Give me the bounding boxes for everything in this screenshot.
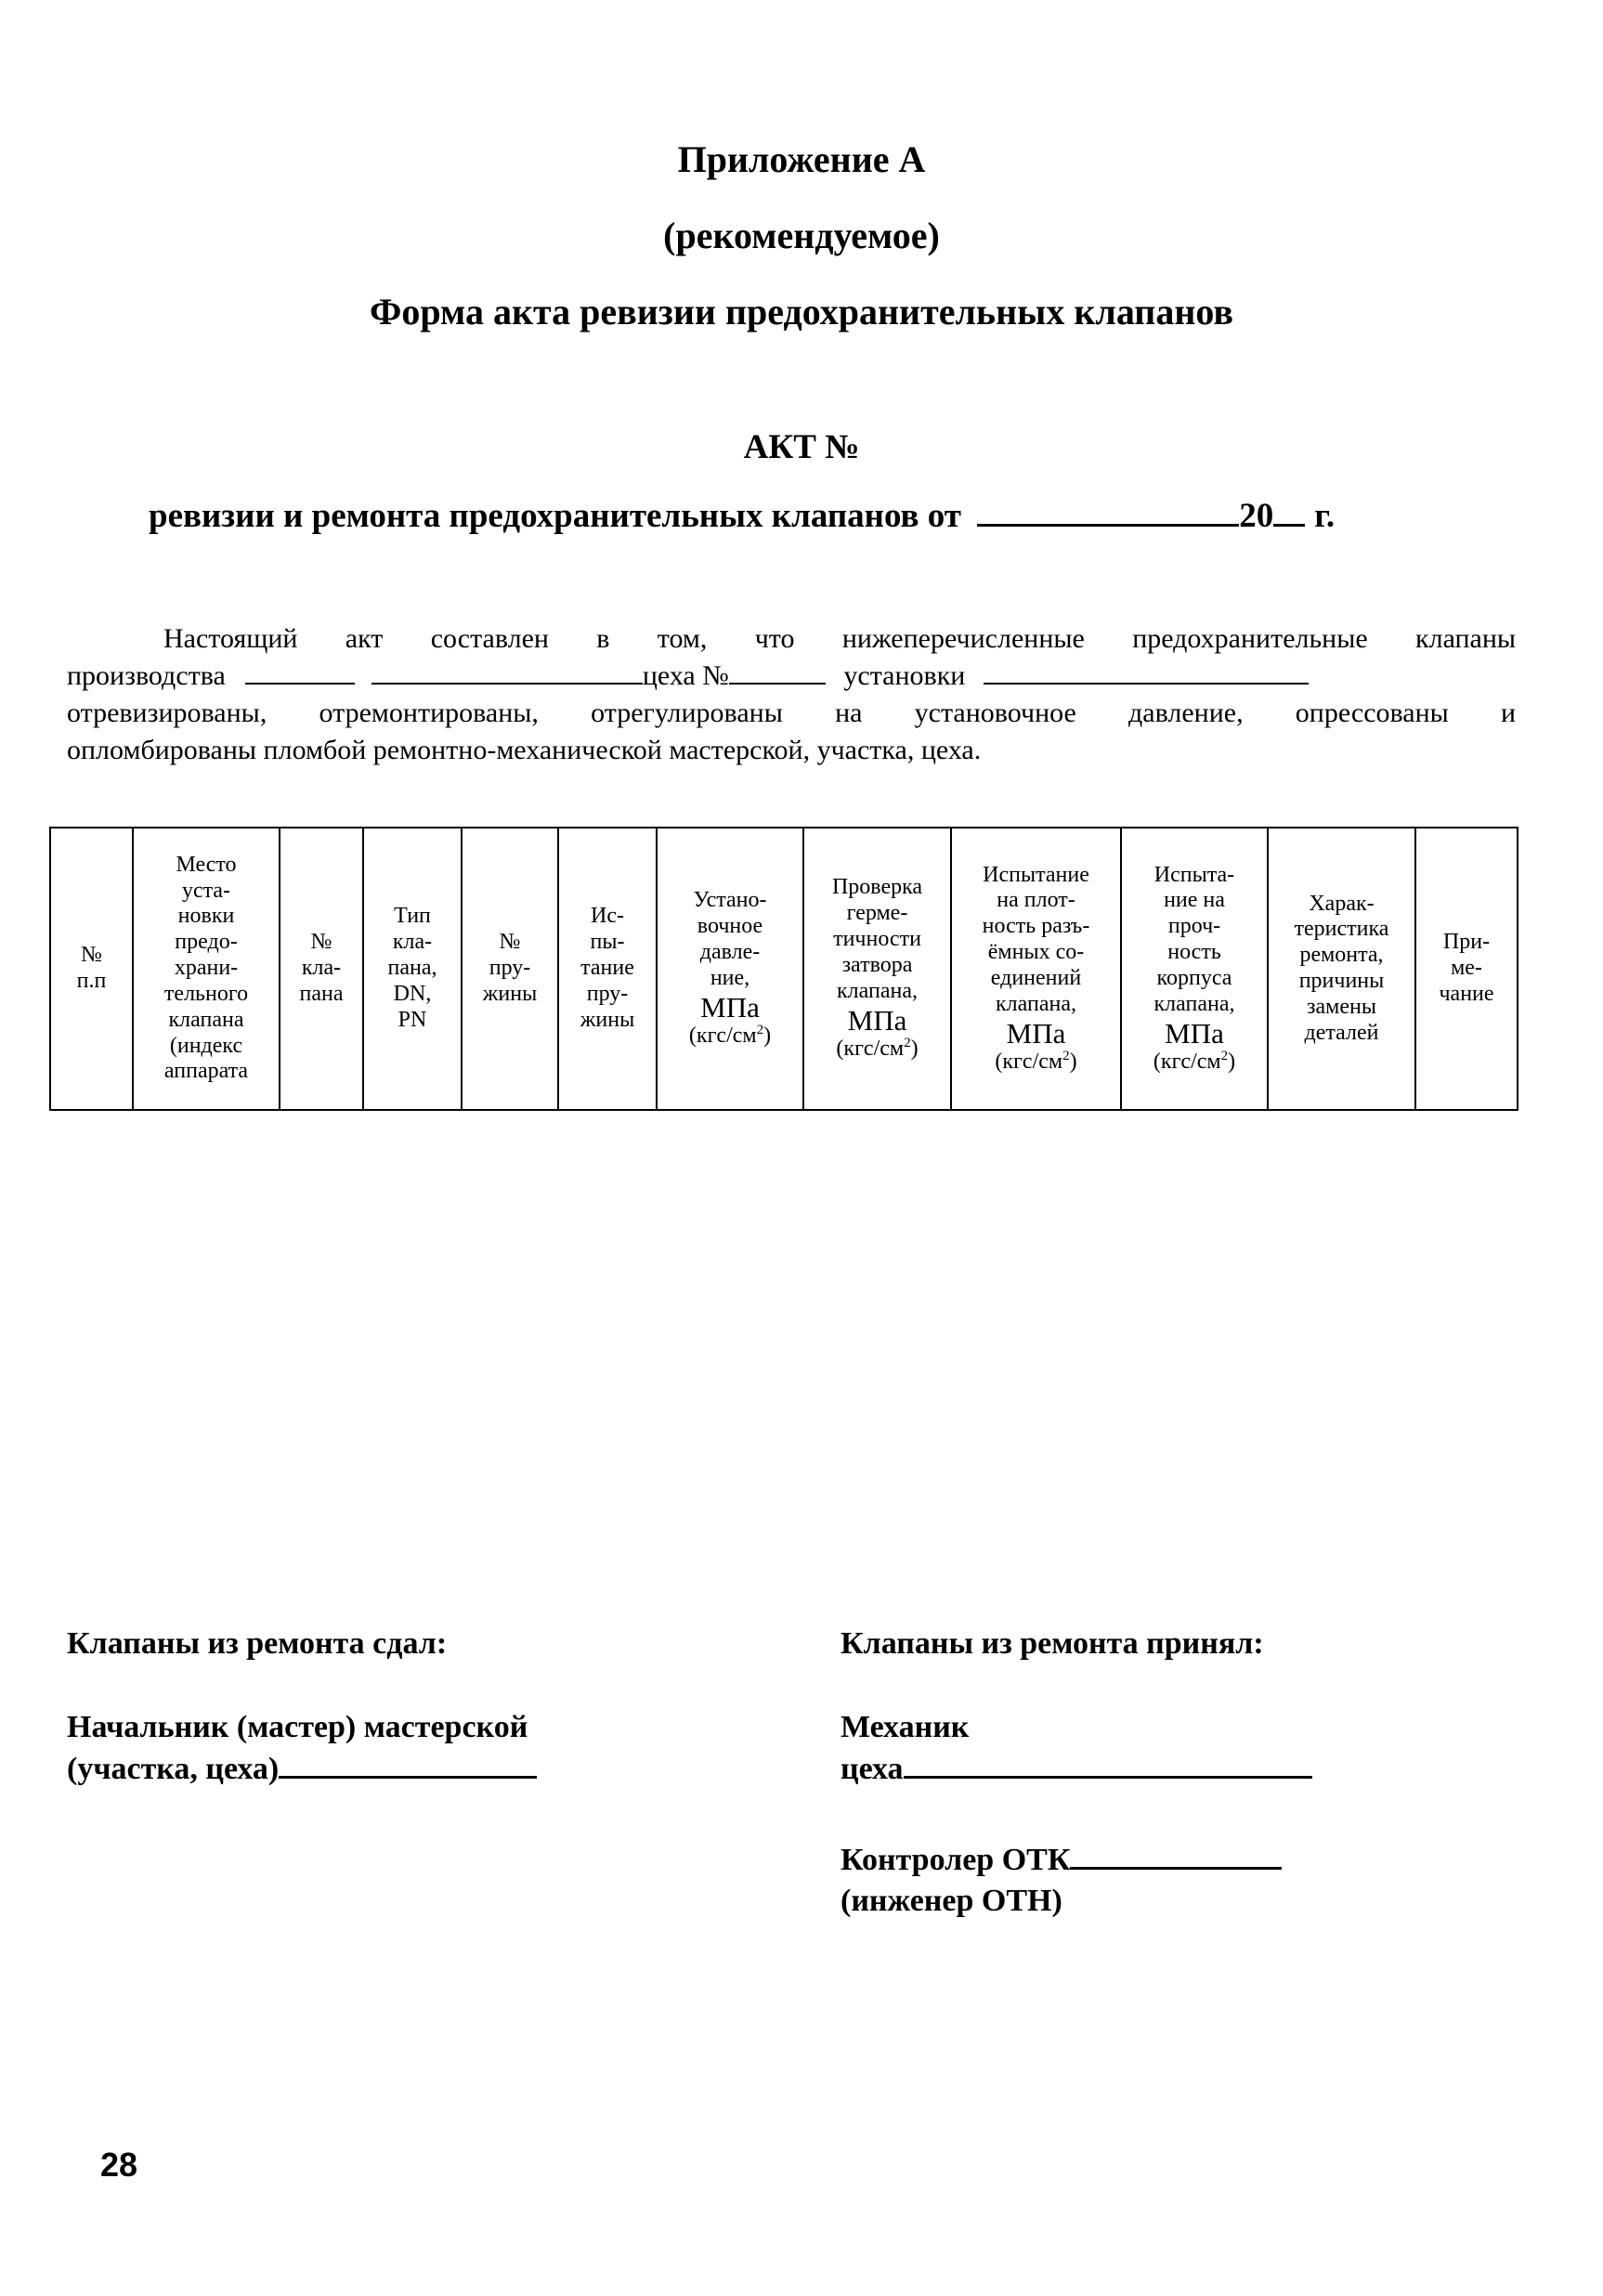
header-line: корпуса <box>1156 965 1232 990</box>
header-line: ние, <box>710 965 750 990</box>
header-unit-close: ) <box>763 1023 772 1048</box>
chief-title: Начальник (мастер) мастерской <box>67 1710 528 1744</box>
line3-word: опрессованы <box>1295 698 1449 728</box>
header-line: давле- <box>699 940 761 965</box>
header-line: клапана, <box>1153 991 1235 1016</box>
header-line: пы- <box>590 930 625 955</box>
line1-word: нижеперечисленные <box>841 623 1085 654</box>
controller-signature-block <box>841 1839 1282 1922</box>
header-line: тание <box>580 956 634 981</box>
act-date-blank[interactable] <box>977 492 1239 527</box>
header-line: PN <box>397 1007 427 1032</box>
header-line: Харак- <box>1309 891 1375 916</box>
paragraph-line-2 <box>67 658 1309 695</box>
header-line: № <box>81 943 102 968</box>
header-line: чание <box>1439 981 1494 1006</box>
header-line: предо- <box>175 930 238 955</box>
header-line: ность <box>1167 940 1221 965</box>
page-number: 28 <box>100 2146 138 2184</box>
table-header-cell <box>462 828 558 1110</box>
header-unit-alt-text: (кгс/см <box>836 1036 905 1061</box>
header-unit-sup: 2 <box>1220 1048 1229 1063</box>
paragraph-line-1 <box>163 620 1516 658</box>
table-header-cell <box>1121 828 1268 1110</box>
act-paragraph <box>67 620 1516 778</box>
header-line: причины <box>1298 969 1385 993</box>
header-line: уста- <box>181 878 231 903</box>
production-label: производства <box>67 660 226 691</box>
header-line: Тип <box>394 904 431 929</box>
header-unit-alt <box>659 1024 801 1050</box>
appendix-status: (рекомендуемое) <box>663 215 940 256</box>
act-year-prefix: 20 <box>1239 497 1274 535</box>
header-line: ность разъ- <box>982 914 1090 939</box>
header-line: вочное <box>697 914 763 939</box>
header-line: Устано- <box>693 888 767 913</box>
act-subtitle-line <box>149 492 1335 536</box>
table-header-cell <box>280 828 363 1110</box>
mechanic-signature-block <box>841 1707 1312 1790</box>
line3-word: установочное <box>914 698 1076 728</box>
table-header-cell <box>1268 828 1415 1110</box>
header-unit-alt <box>1124 1050 1265 1076</box>
line1-word: что <box>754 623 795 654</box>
header-unit: МПа <box>700 990 760 1024</box>
mechanic-title: Механик <box>841 1710 970 1744</box>
table-header-cell <box>133 828 280 1110</box>
header-line: жины <box>580 1007 635 1032</box>
act-number-label: АКТ № <box>743 428 860 466</box>
header-unit-alt <box>954 1050 1118 1076</box>
header-line: ме- <box>1451 956 1482 981</box>
act-year-suffix: г. <box>1314 497 1336 535</box>
table-header-cell <box>1415 828 1518 1110</box>
line1-word: в <box>596 623 610 654</box>
header-line: № <box>499 930 521 955</box>
line3-word: давление, <box>1128 698 1244 728</box>
header-line: клапана, <box>996 991 1076 1016</box>
header-line: клапана, <box>837 978 918 1003</box>
header-line: пана <box>299 981 344 1006</box>
header-line: храни- <box>174 956 239 981</box>
production-blank[interactable] <box>245 659 355 685</box>
header-line: единений <box>990 965 1082 990</box>
header-line: тичности <box>833 927 921 952</box>
header-line: пана, <box>387 956 437 981</box>
line3-word: и <box>1501 698 1517 728</box>
header-line: Испыта- <box>1153 862 1235 887</box>
act-subtitle: ревизии и ремонта предохранительных клапанов от <box>149 497 961 535</box>
header-line: аппарата <box>163 1059 249 1084</box>
header-line: пру- <box>586 981 629 1006</box>
header-line: кла- <box>392 930 433 955</box>
header-unit: МПа <box>847 1003 907 1037</box>
controller-subtitle: (инженер ОТН) <box>841 1884 1062 1918</box>
header-unit-alt-text: (кгс/см <box>1153 1049 1221 1074</box>
header-unit-sup: 2 <box>1062 1048 1070 1063</box>
header-unit-close: ) <box>910 1036 919 1061</box>
line1-word: акт <box>345 623 384 654</box>
header-line: Испытание <box>983 862 1089 887</box>
header-line: Ис- <box>591 904 624 929</box>
header-line: теристика <box>1294 917 1389 942</box>
line1-word: составлен <box>430 623 549 654</box>
table-header-cell <box>50 828 133 1110</box>
header-line: герме- <box>846 901 908 926</box>
header-line: При- <box>1442 930 1491 955</box>
act-year-blank[interactable] <box>1273 492 1305 527</box>
header-line: жины <box>482 981 538 1006</box>
header-unit-sup: 2 <box>756 1022 764 1037</box>
chief-signature-block <box>67 1707 537 1790</box>
line1-word: Настоящий <box>163 623 298 654</box>
header-line: Проверка <box>831 875 923 900</box>
chief-subtitle: (участка, цеха) <box>67 1752 280 1786</box>
header-line: затвора <box>841 952 913 977</box>
line1-word: том, <box>657 623 708 654</box>
controller-signature-line[interactable] <box>1070 1839 1282 1870</box>
table-header-cell <box>363 828 462 1110</box>
handed-over-label: Клапаны из ремонта сдал: <box>67 1626 448 1661</box>
line1-word: предохранительные <box>1132 623 1368 654</box>
line3-word: на <box>835 698 863 728</box>
table-header-row <box>50 828 1518 1110</box>
line1-word: клапаны <box>1415 623 1517 654</box>
form-title: Форма акта ревизии предохранительных клапанов <box>370 291 1233 333</box>
header-unit-alt-text: (кгс/см <box>995 1049 1063 1074</box>
appendix-title: Приложение А <box>677 138 926 180</box>
header-unit-close: ) <box>1228 1049 1236 1074</box>
header-line: клапана <box>168 1007 244 1032</box>
header-unit: МПа <box>1006 1016 1066 1050</box>
chief-signature-line[interactable] <box>279 1748 537 1779</box>
header-line: ремонта, <box>1299 943 1384 968</box>
header-line: на плот- <box>997 888 1075 913</box>
header-line: проч- <box>1167 914 1221 939</box>
header-line: пру- <box>489 956 531 981</box>
production-blank-2[interactable] <box>371 659 643 685</box>
header-line: № <box>310 930 332 955</box>
controller-title: Контролер ОТК <box>841 1843 1071 1877</box>
line3-word: отремонтированы, <box>319 698 539 728</box>
accepted-label: Клапаны из ремонта принял: <box>841 1626 1264 1661</box>
table-header-cell <box>951 828 1121 1110</box>
unit-blank[interactable] <box>984 659 1309 685</box>
shop-label: цеха № <box>642 660 729 691</box>
header-line: кла- <box>301 956 342 981</box>
header-unit-alt-text: (кгс/см <box>688 1023 757 1048</box>
line3-word: отревизированы, <box>67 698 267 728</box>
header-unit-sup: 2 <box>904 1035 911 1050</box>
paragraph-line-4: опломбированы пломбой ремонтно-механической мастерской, участка, цеха. <box>67 735 982 765</box>
line3-word: отрегулированы <box>591 698 783 728</box>
table-header-cell <box>558 828 657 1110</box>
paragraph-line-3 <box>67 695 1516 732</box>
header-unit-close: ) <box>1069 1049 1077 1074</box>
header-unit: МПа <box>1165 1016 1224 1050</box>
header-line: деталей <box>1304 1020 1379 1045</box>
header-line: Место <box>176 852 237 877</box>
shop-blank[interactable] <box>729 659 826 685</box>
header-line: DN, <box>393 981 432 1006</box>
unit-label: установки <box>843 660 966 691</box>
header-line: п.п <box>76 969 107 993</box>
header-line: замены <box>1307 994 1376 1019</box>
header-unit-alt <box>806 1037 948 1063</box>
mechanic-subtitle: цеха <box>841 1752 904 1786</box>
mechanic-signature-line[interactable] <box>904 1748 1312 1779</box>
table-header-cell <box>657 828 803 1110</box>
valves-table <box>49 827 1518 1111</box>
header-line: ние на <box>1164 888 1225 913</box>
header-line: ёмных со- <box>987 940 1085 965</box>
table-header-cell <box>803 828 951 1110</box>
header-line: тельного <box>163 981 249 1006</box>
header-line: новки <box>177 904 235 929</box>
header-line: (индекс <box>169 1033 243 1058</box>
